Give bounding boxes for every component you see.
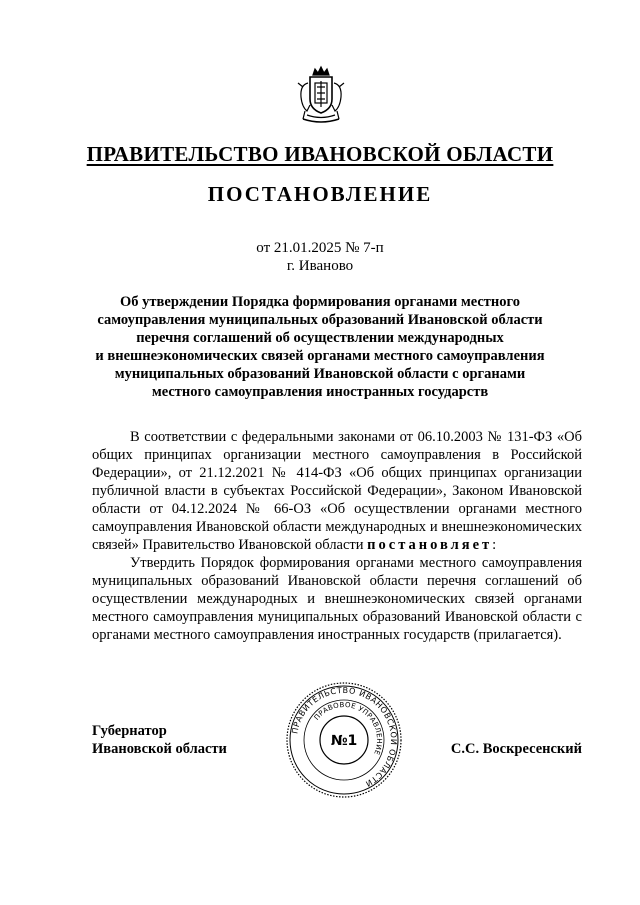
city: г. Иваново	[286, 258, 354, 274]
organization-name: ПРАВИТЕЛЬСТВО ИВАНОВСКОЙ ОБЛАСТИ	[86, 142, 554, 166]
resolve-colon: :	[492, 537, 497, 553]
document-title	[90, 293, 550, 401]
title-line: перечня соглашений об осуществлении международных	[136, 330, 504, 346]
official-seal	[284, 680, 404, 800]
title-line: муниципальных образований Ивановской области с органами	[114, 366, 526, 382]
signer-position	[92, 722, 227, 758]
document-meta	[0, 239, 640, 275]
paragraph-1-text: В соответствии с федеральными законами от 06.10.2003 № 131-ФЗ «Об общих принципах организации местного самоуправления в Российской Федерации», от 21.12.2021 № 414-ФЗ «Об общих принципах организации публичной власти в субъектах Российской Федерации», Законом Ивановской области от 04.12.2024 № 66-ОЗ «Об осуществлении органами местного самоуправления Ивановской области международных и внешнеэкономических связей» Правительство Ивановской области	[92, 429, 582, 553]
title-line: местного самоуправления иностранных государств	[151, 384, 489, 400]
signer-position-line-1: Губернатор	[92, 723, 167, 739]
signer-position-line-2: Ивановской области	[92, 741, 227, 757]
coat-of-arms-icon	[295, 65, 347, 127]
signer-name: С.С. Воскресенский	[450, 741, 582, 757]
resolve-word: постановляет	[367, 537, 493, 553]
document-body	[92, 428, 582, 644]
title-line: самоуправления муниципальных образований Ивановской области	[97, 312, 543, 328]
seal-number: №1	[330, 733, 358, 749]
body-paragraph-2: Утвердить Порядок формирования органами местного самоуправления муниципальных образований Ивановской области перечня соглашений об осуществлении международных и внешнеэкономических связей органами местного самоуправления муниципальных образований Ивановской области с органами местного самоуправления иностранных государств (прилагается).	[92, 555, 582, 643]
seal-ring-textpath: ПРАВИТЕЛЬСТВО ИВАНОВСКОЙ ОБЛАСТИ	[290, 685, 399, 789]
title-line: и внешнеэкономических связей органами местного самоуправления	[95, 348, 545, 364]
body-paragraph-1	[92, 428, 582, 554]
seal-inner-textpath: ПРАВОВОЕ УПРАВЛЕНИЕ	[312, 700, 384, 757]
title-line: Об утверждении Порядка формирования органами местного	[120, 294, 520, 310]
date-number: от 21.01.2025 № 7-п	[256, 240, 384, 256]
document-type: ПОСТАНОВЛЕНИЕ	[207, 182, 433, 206]
